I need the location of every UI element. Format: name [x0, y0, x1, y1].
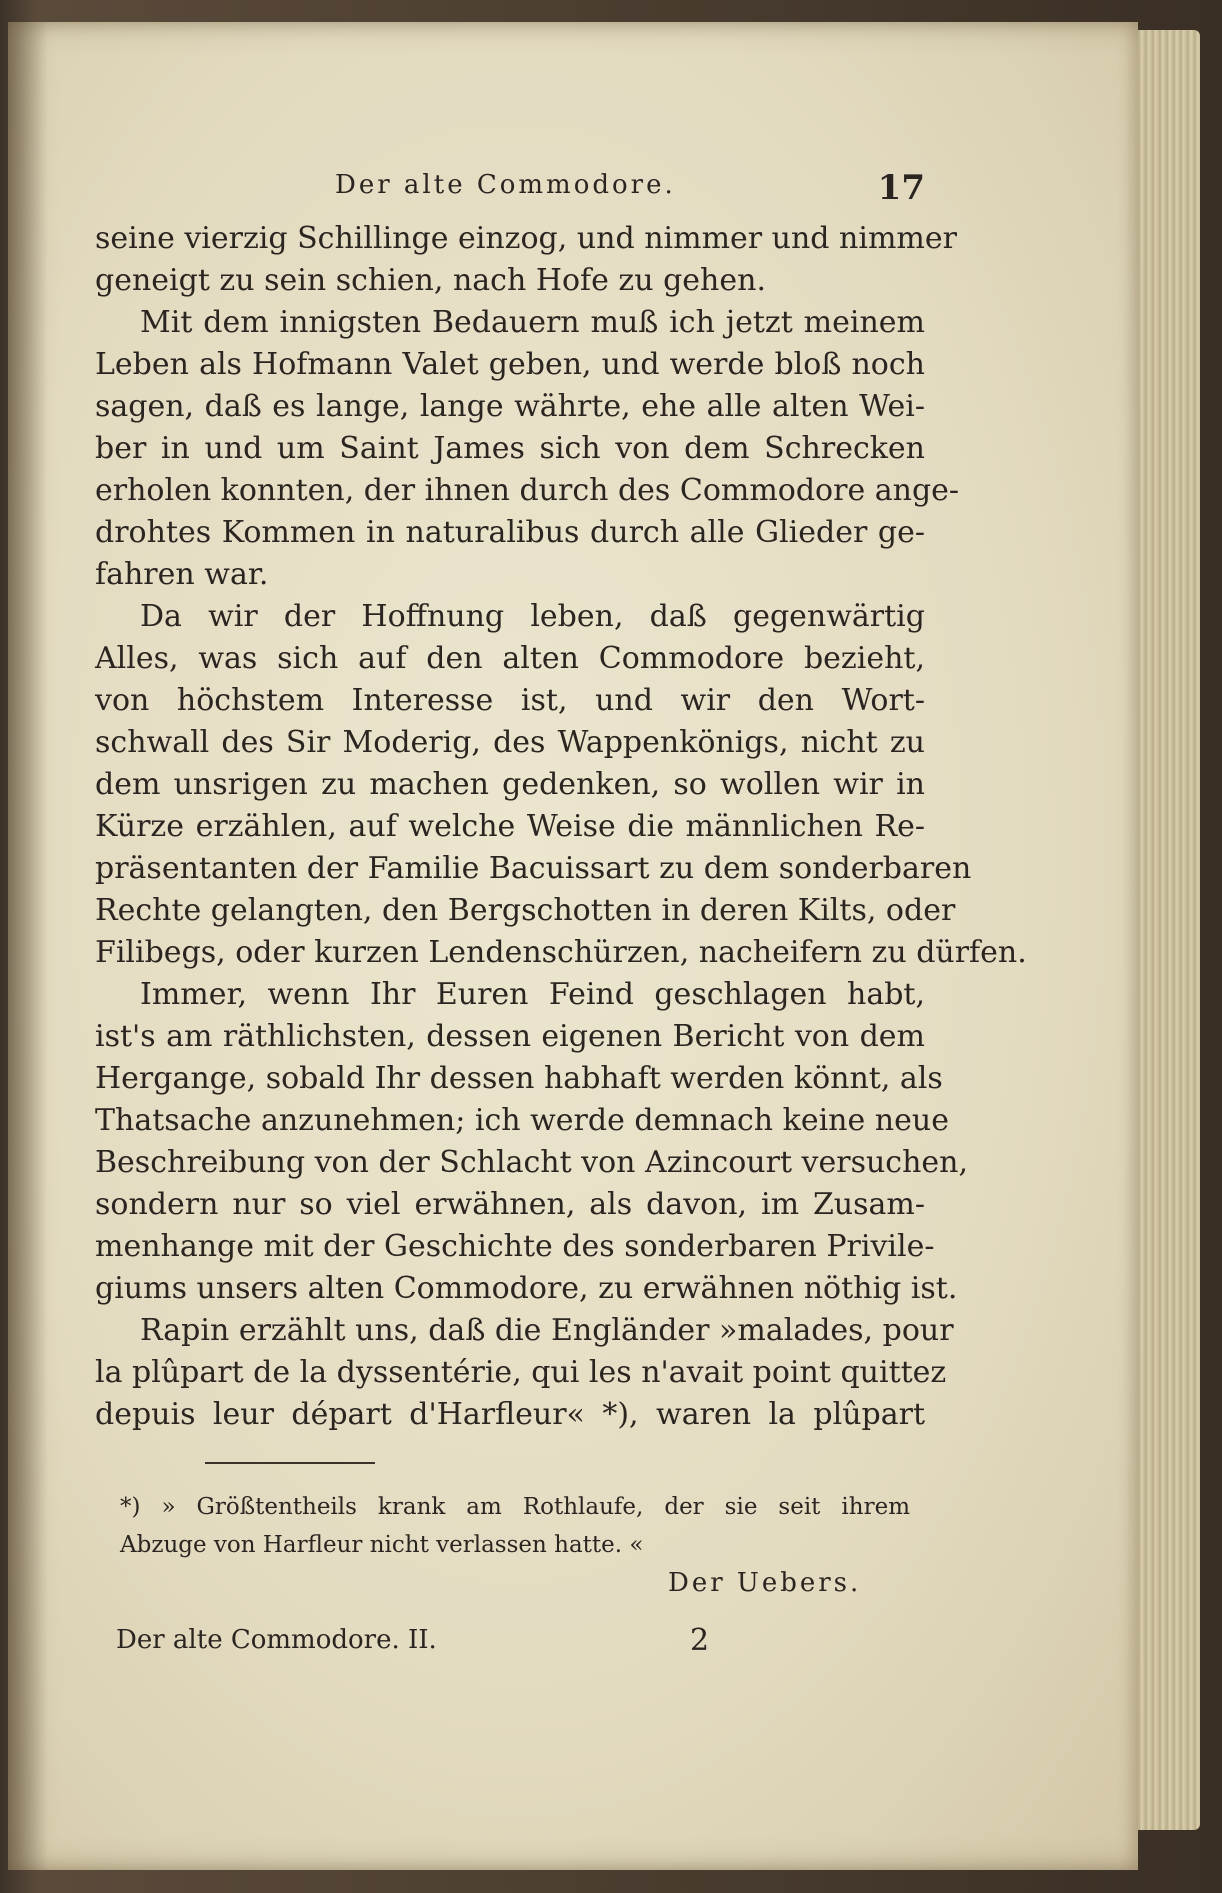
text-line: Mit dem innigsten Bedauern muß ich jetzt meinem [140, 305, 925, 340]
printer-signature [116, 1625, 736, 1665]
text-line: ber in und um Saint James sich von dem Schrecken [95, 431, 925, 466]
text-line: la plûpart de la dyssentérie, qui les n'avait point quittez [95, 1355, 947, 1390]
footnote-attribution: Der Uebers. [668, 1568, 862, 1598]
text-line: Rapin erzählt uns, daß die Engländer »malades, pour [140, 1313, 954, 1348]
text-line: Filibegs, oder kurzen Lendenschürzen, nacheifern zu dürfen. [95, 935, 1027, 970]
text-line: schwall des Sir Moderig, des Wappenkönigs, nicht zu [95, 725, 925, 760]
footnote-line: *) » Größtentheils krank am Rothlaufe, der sie seit ihrem [120, 1494, 910, 1520]
text-line: Rechte gelangten, den Bergschotten in deren Kilts, oder [95, 893, 956, 928]
signature-mark: 2 [690, 1623, 710, 1658]
text-line: Alles, was sich auf den alten Commodore bezieht, [95, 641, 925, 676]
footnote-line: Abzuge von Harfleur nicht verlassen hatte. « [120, 1532, 644, 1558]
text-line: geneigt zu sein schien, nach Hofe zu gehen. [95, 263, 766, 298]
text-line: fahren war. [95, 557, 269, 592]
body-text [95, 218, 1027, 1436]
text-line: depuis leur départ d'Harfleur« *), waren la plûpart [95, 1397, 925, 1432]
text-line: giums unsers alten Commodore, zu erwähnen nöthig ist. [95, 1271, 958, 1306]
text-line: Beschreibung von der Schlacht von Azincourt versuchen, [95, 1145, 969, 1180]
text-line: Leben als Hofmann Valet geben, und werde bloß noch [95, 347, 925, 382]
text-line: seine vierzig Schillinge einzog, und nimmer und nimmer [95, 221, 957, 256]
text-line: sondern nur so viel erwähnen, als davon, im Zusam- [95, 1187, 925, 1222]
running-head: Der alte Commodore. [335, 170, 676, 200]
text-line: Hergange, sobald Ihr dessen habhaft werden könnt, als [95, 1061, 943, 1096]
text-line: erholen konnten, der ihnen durch des Commodore ange- [95, 473, 960, 508]
text-line: Thatsache anzunehmen; ich werde demnach keine neue [95, 1103, 949, 1138]
page-gutter-shadow [8, 22, 48, 1870]
footnote [120, 1488, 910, 1564]
text-line: menhange mit der Geschichte des sonderbaren Privile- [95, 1229, 935, 1264]
text-line: drohtes Kommen in naturalibus durch alle Glieder ge- [95, 515, 925, 550]
page-number: 17 [877, 168, 925, 208]
text-line: Kürze erzählen, auf welche Weise die männlichen Re- [95, 809, 925, 844]
text-line: ist's am räthlichsten, dessen eigenen Bericht von dem [95, 1019, 925, 1054]
text-line: Immer, wenn Ihr Euren Feind geschlagen habt, [140, 977, 925, 1012]
text-line: dem unsrigen zu machen gedenken, so wollen wir in [95, 767, 925, 802]
text-line: von höchstem Interesse ist, und wir den Wort- [95, 683, 925, 718]
text-line: sagen, daß es lange, lange währte, ehe alle alten Wei- [95, 389, 925, 424]
text-line: präsentanten der Familie Bacuissart zu dem sonderbaren [95, 851, 972, 886]
signature-title: Der alte Commodore. II. [116, 1625, 437, 1655]
footnote-rule [205, 1462, 375, 1464]
page-header [95, 168, 925, 208]
text-line: Da wir der Hoffnung leben, daß gegenwärtig [140, 599, 925, 634]
